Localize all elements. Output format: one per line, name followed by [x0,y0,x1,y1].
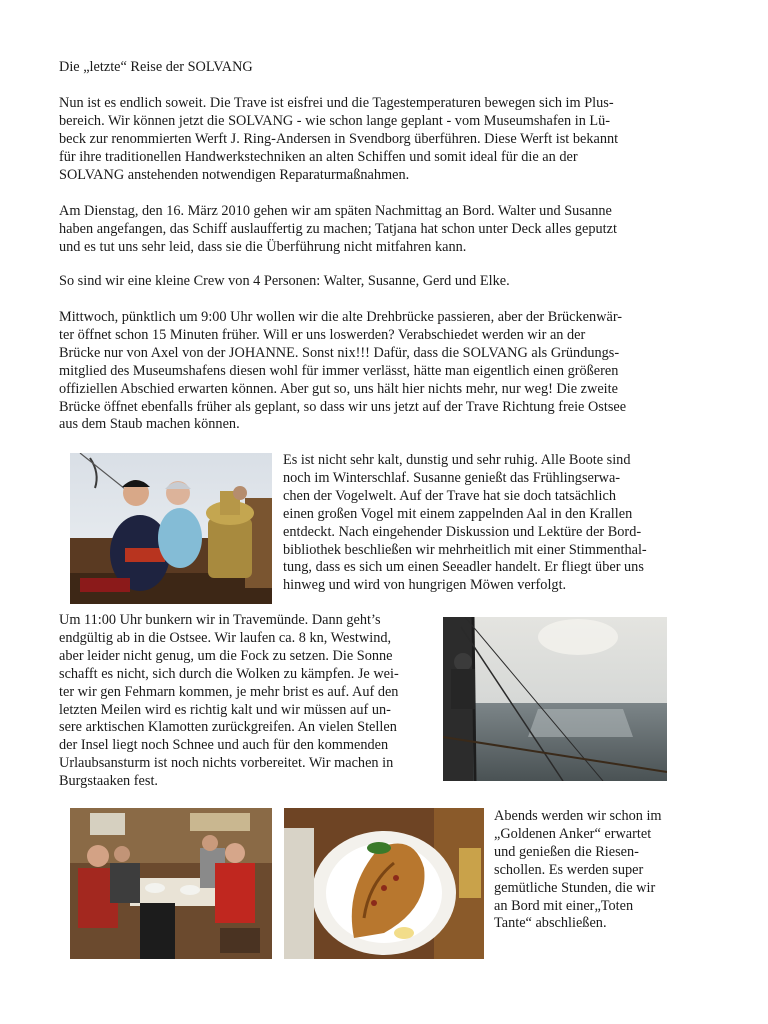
document-title: Die „letzte“ Reise der SOLVANG [59,59,253,75]
paragraph-birdlife: Es ist nicht sehr kalt, dunstig und sehr ruhig. Alle Boote sind noch im Winterschlaf. Susanne genießt das Frühlingserwa- chen der Vogelwelt. Auf der Trave hat sie doch tatsächlich einen großen Vogel mit einem zappelnden Aal in den Krallen entdeckt. Nach eingehender Diskussion und Lektüre der Bord- bibliothek beschließen wir mehrheitlich mit einer Stimmenthal- tung, dass es sich um einen Seeadler handelt. Er fliegt über uns hinweg und wird von hungrigen Möwen verfolgt. [283,452,647,594]
paragraph-evening: Abends werden wir schon im „Goldenen Anker“ erwartet und genießen die Riesen- schollen. Es werden super gemütliche Stunden, die wir an Bord mit einer„Toten Tante“ abschließen. [494,808,662,932]
paragraph-intro: Nun ist es endlich soweit. Die Trave ist eisfrei und die Tagestemperaturen bewegen sich im Plus- bereich. Wir können jetzt die SOLVANG - wie schon lange geplant - vom Museumshafen in Lü- beck zur renommierten Werft J. Ring-Andersen in Svendborg überführen. Diese Werft ist bekannt für ihre traditionellen Handwerkstechniken an alten Schiffen und somit ideal für die an der SOLVANG anstehenden notwendigen Reparaturmaßnahmen. [59,95,619,183]
sea-view-illustration [443,617,667,781]
paragraph-travemuende: Um 11:00 Uhr bunkern wir in Travemünde. Dann geht’s endgültig ab in die Ostsee. Wir laufen ca. 8 kn, Westwind, aber leider nicht genug, um die Fock zu setzen. Die Sonne schafft es nicht, sich durch die Wolken zu kämpfen. Je wei- ter wir gen Fehmarn kommen, je mehr brist es auf. Auf den letzten Meilen wird es richtig kalt und wir müssen auf un- sere arktischen Klamotten zurückgreifen. An vielen Stellen der Insel liegt noch Schnee und auch für den kommenden Urlaubsansturm ist noch nichts vorbereitet. Wir machen in Burgstaaken fest. [59,612,399,790]
paragraph-crew: So sind wir eine kleine Crew von 4 Personen: Walter, Susanne, Gerd und Elke. [59,273,510,289]
fish-plate-illustration [284,808,484,959]
crew-on-deck-illustration [70,453,272,604]
crew-on-deck-photo [70,453,272,604]
restaurant-dinner-illustration [70,808,272,959]
paragraph-wednesday: Mittwoch, pünktlich um 9:00 Uhr wollen wir die alte Drehbrücke passieren, aber der Brückenwär- ter öffnet schon 15 Minuten früher. Will er uns loswerden? Verabschiedet werden wir an der Brücke nur von Axel von der JOHANNE. Sonst nix!!! Dafür, dass die SOLVANG als Gründungs- mitglied des Museumshafens diesen wohl für immer verlässt, hätte man eigentlich einen größeren offiziellen Abschied erwarten können. Aber gut so, uns hält hier nichts mehr, nur weg! Die zweite Brücke öffnet ebenfalls früher als geplant, so dass wir uns jetzt auf der Trave Richtung freie Ostsee aus dem Staub machen können. [59,309,627,433]
paragraph-tuesday: Am Dienstag, den 16. März 2010 gehen wir am späten Nachmittag an Bord. Walter und Susanne haben angefangen, das Schiff auslauffertig zu machen; Tatjana hat schon unter Deck alles geputzt und es tut uns sehr leid, dass sie die Überführung nicht mitfahren kann. [59,203,617,255]
restaurant-dinner-photo [70,808,272,959]
fish-plate-photo [284,808,484,959]
sea-view-photo [443,617,667,781]
